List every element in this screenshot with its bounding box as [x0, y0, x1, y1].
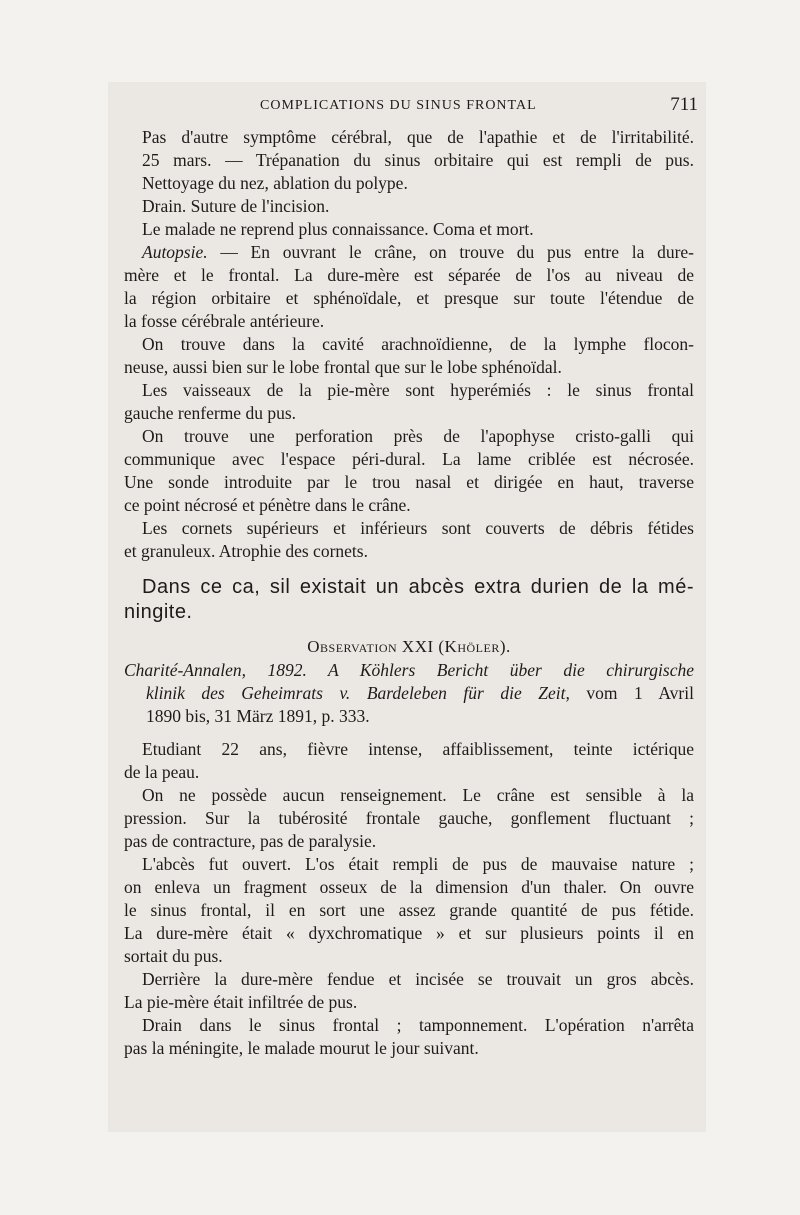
spacer: [124, 563, 694, 575]
reference-line: [124, 682, 694, 705]
text-line: neuse, aussi bien sur le lobe frontal que sur le lobe sphénoïdal.: [124, 357, 562, 377]
text-line: communique avec l'espace péri-dural. La lame criblée est nécrosée.: [124, 449, 694, 469]
observation-title: Observation XXI (Khöler).: [307, 637, 511, 656]
text-line: Drain dans le sinus frontal ; tamponnement. L'opération n'arrêta: [142, 1015, 694, 1035]
text-line: Les cornets supérieurs et inférieurs sont couverts de débris fétides: [142, 518, 694, 538]
text-line: et granuleux. Atrophie des cornets.: [124, 541, 368, 561]
text-line: gauche renferme du pus.: [124, 403, 297, 423]
text-line: on enleva un fragment osseux de la dimension d'un thaler. On ouvre: [124, 877, 694, 897]
handwritten-note-line: Dans ce ca, sil existait un abcès extra durien de la mé-: [142, 576, 694, 598]
page-body: [124, 126, 694, 1060]
reference-text: vom 1 Avril: [569, 683, 694, 703]
page-number: 711: [670, 94, 698, 115]
text-line: On trouve une perforation près de l'apophyse cristo-galli qui: [142, 426, 694, 446]
text-line: pas la méningite, le malade mourut le jour suivant.: [124, 1038, 479, 1058]
text-line: [124, 241, 694, 264]
text-line: Les vaisseaux de la pie-mère sont hyperémiés : le sinus frontal: [142, 380, 694, 400]
spacer: [124, 728, 694, 738]
text-line: le sinus frontal, il en sort une assez grande quantité de pus fétide.: [124, 900, 694, 920]
handwritten-note-line: ningite.: [124, 601, 193, 623]
text-line: L'abcès fut ouvert. L'os était rempli de pus de mauvaise nature ;: [142, 854, 694, 874]
text-line: Pas d'autre symptôme cérébral, que de l'apathie et de l'irritabilité.: [142, 127, 694, 147]
text-line: Derrière la dure-mère fendue et incisée se trouvait un gros abcès.: [142, 969, 694, 989]
text-line: de la peau.: [124, 762, 200, 782]
page-header: [128, 94, 698, 120]
text-line: la région orbitaire et sphénoïdale, et presque sur toute l'étendue de: [124, 288, 694, 308]
text-line: On trouve dans la cavité arachnoïdienne, de la lymphe flocon-: [142, 334, 694, 354]
text-line: Le malade ne reprend plus connaissance. Coma et mort.: [142, 219, 534, 239]
text-line: pression. Sur la tubérosité frontale gauche, gonflement fluctuant ;: [124, 808, 694, 828]
text-line: Drain. Suture de l'incision.: [142, 196, 330, 216]
spacer: [124, 625, 694, 635]
text-line: pas de contracture, pas de paralysie.: [124, 831, 377, 851]
text-span: — En ouvrant le crâne, on trouve du pus entre la dure-: [207, 242, 694, 262]
text-line: mère et le frontal. La dure-mère est séparée de l'os au niveau de: [124, 265, 694, 285]
text-line: 25 mars. — Trépanation du sinus orbitaire qui est rempli de pus.: [142, 150, 694, 170]
text-line: La dure-mère était « dyxchromatique » et sur plusieurs points il en: [124, 923, 694, 943]
text-line: La pie-mère était infiltrée de pus.: [124, 992, 358, 1012]
running-title: COMPLICATIONS DU SINUS FRONTAL: [260, 98, 537, 113]
reference-line: [124, 659, 694, 682]
reference-line: 1890 bis, 31 März 1891, p. 333.: [146, 706, 370, 726]
text-line: ce point nécrosé et pénètre dans le crâne.: [124, 495, 411, 515]
text-line: Nettoyage du nez, ablation du polype.: [142, 173, 408, 193]
text-line: la fosse cérébrale antérieure.: [124, 311, 325, 331]
text-line: Etudiant 22 ans, fièvre intense, affaiblissement, teinte ictérique: [142, 739, 694, 759]
text-line: sortait du pus.: [124, 946, 223, 966]
autopsie-label: Autopsie.: [142, 242, 208, 262]
text-line: On ne possède aucun renseignement. Le crâne est sensible à la: [142, 785, 694, 805]
text-line: Une sonde introduite par le trou nasal et dirigée en haut, traverse: [124, 472, 694, 492]
reference-text: Charité-Annalen, 1892. A Köhlers Bericht über die chirurgische: [124, 660, 694, 680]
reference-text: klinik des Geheimrats v. Bardeleben für die Zeit,: [146, 683, 570, 703]
